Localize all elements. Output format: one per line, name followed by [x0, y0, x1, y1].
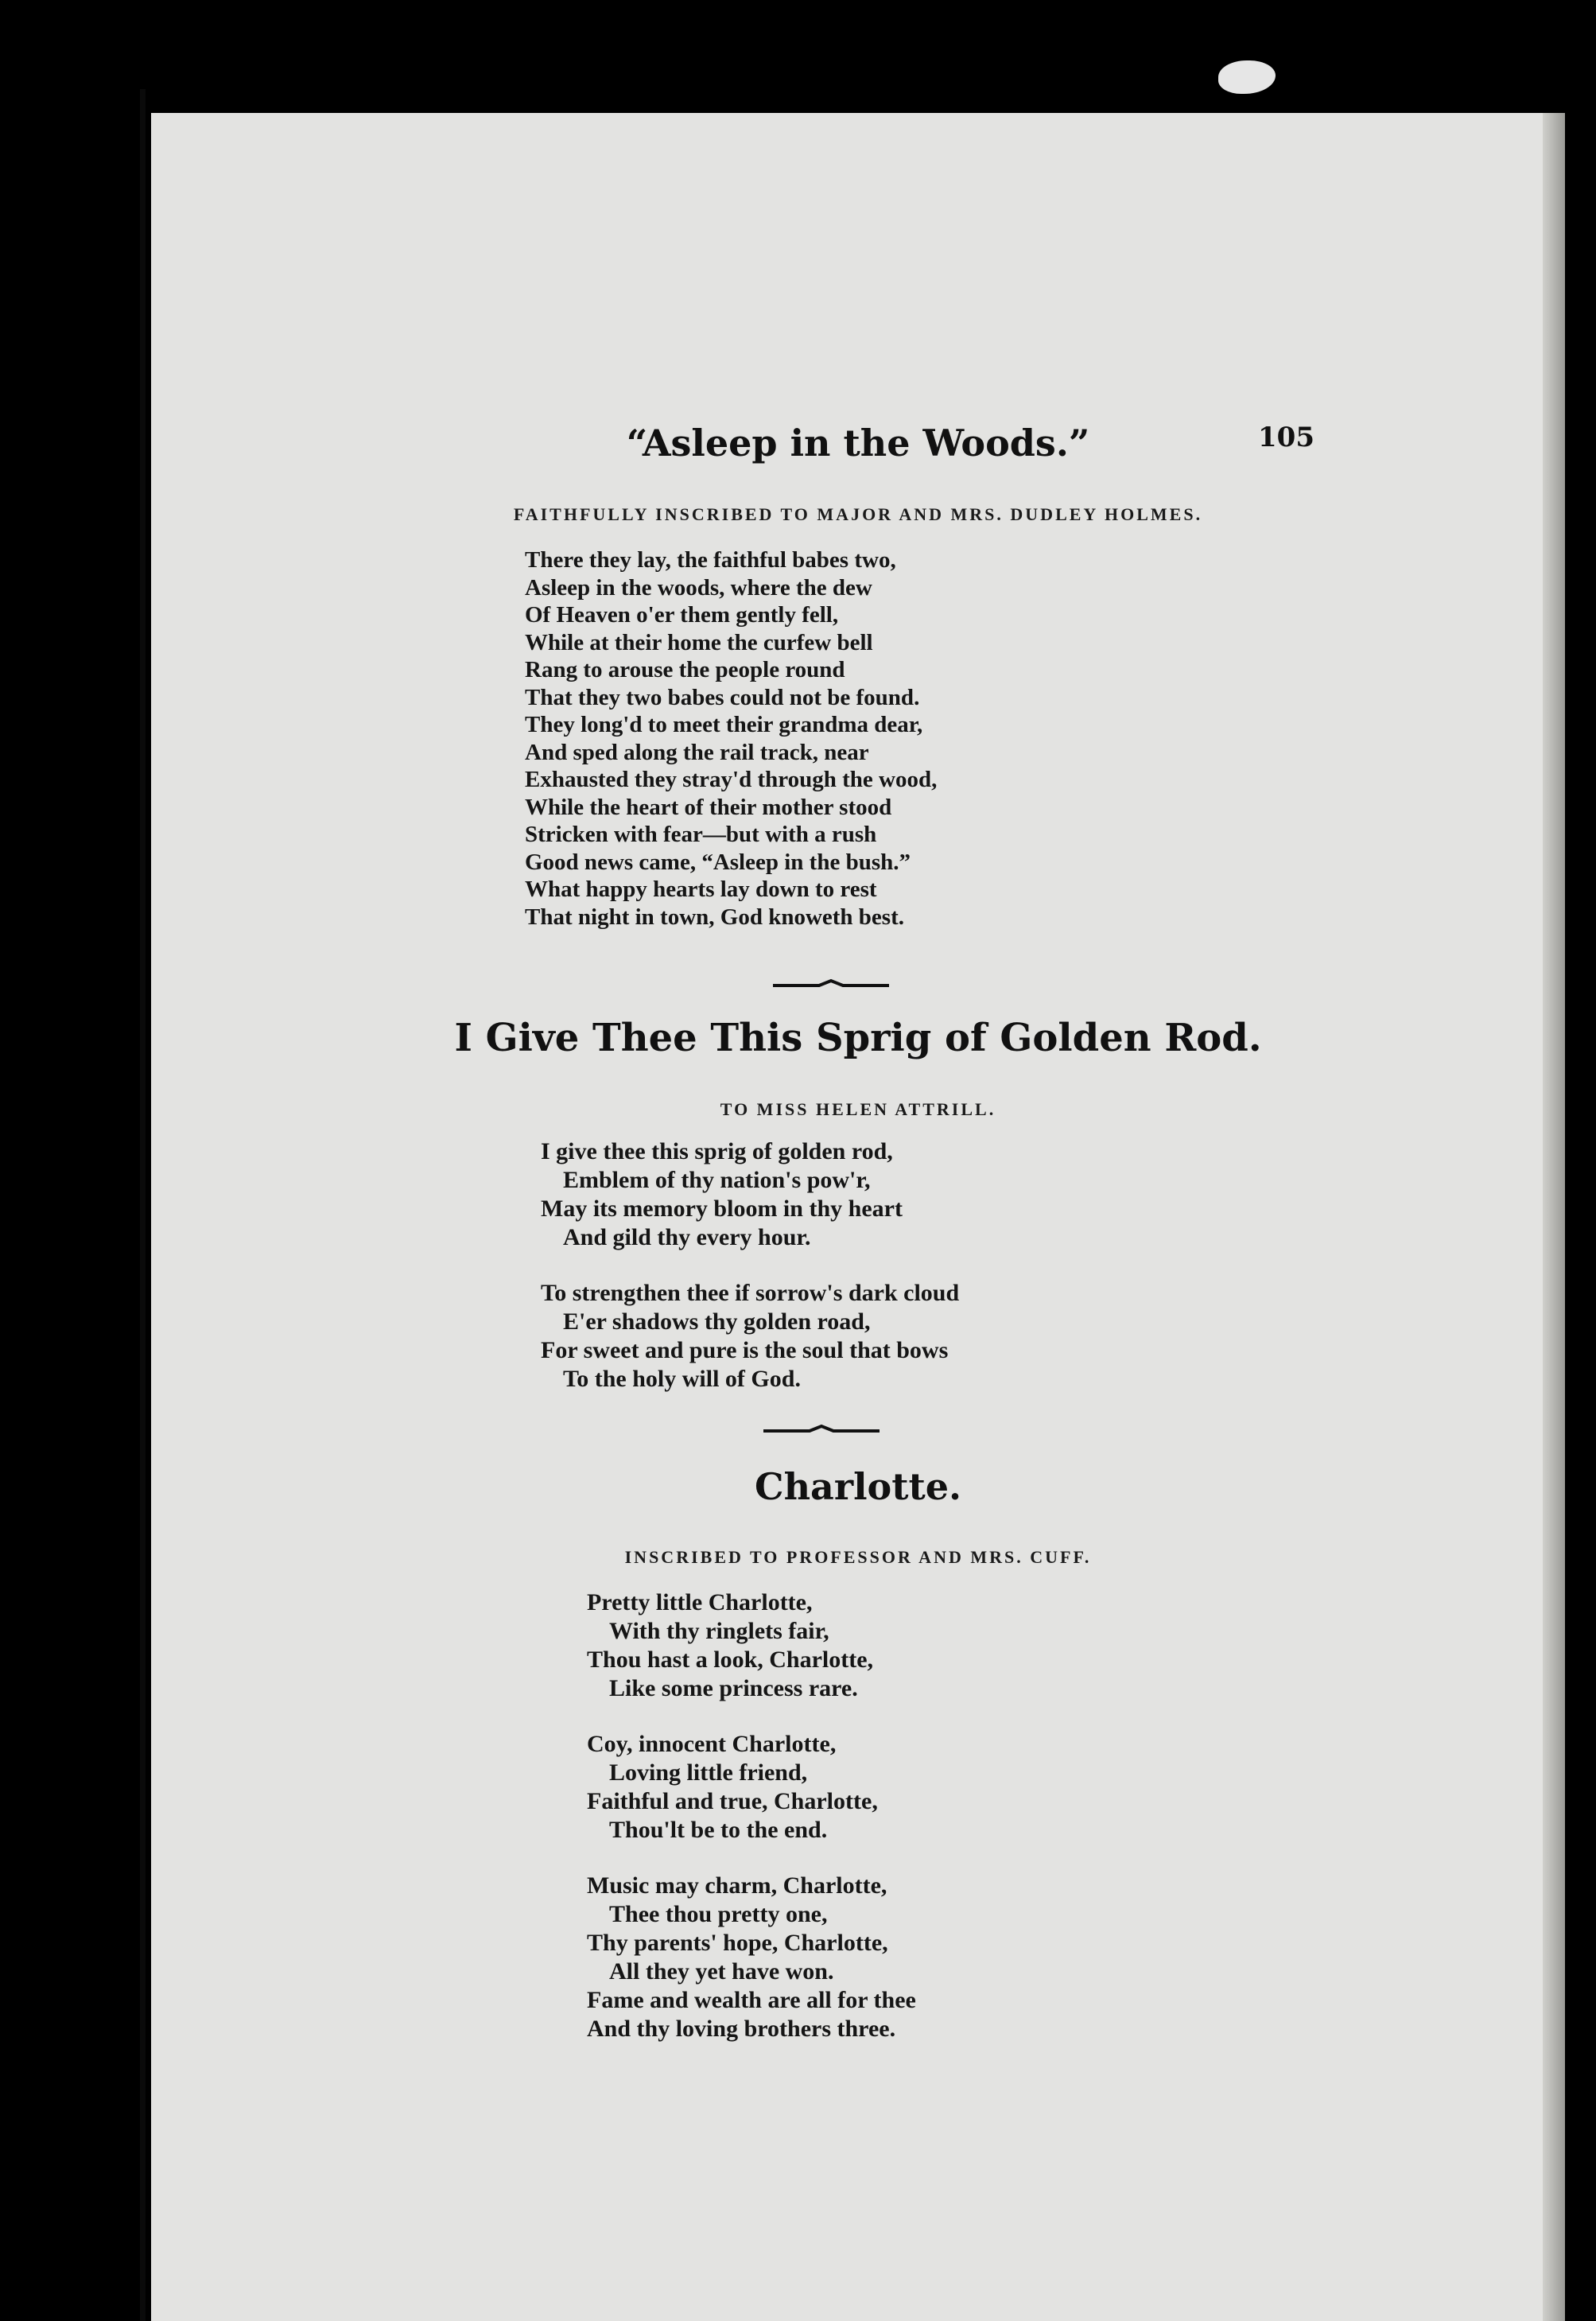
poem-line: All they yet have won.: [609, 1958, 834, 1985]
poem-title: “Asleep in the Woods.”: [626, 422, 1090, 465]
poem-line: There they lay, the faithful babes two,: [525, 547, 896, 573]
scan-blot: [1218, 60, 1276, 94]
poem-line: To strengthen thee if sorrow's dark cloud: [541, 1280, 960, 1306]
poem-line: Faithful and true, Charlotte,: [587, 1788, 878, 1814]
poem-line: For sweet and pure is the soul that bows: [541, 1337, 949, 1363]
poem-line: Thou'lt be to the end.: [609, 1817, 828, 1843]
book-page: [151, 113, 1565, 2321]
poem-line: What happy hearts lay down to rest: [525, 877, 877, 902]
poem-line: Thee thou pretty one,: [609, 1901, 828, 1927]
poem-line: Of Heaven o'er them gently fell,: [525, 602, 839, 628]
poem-line: E'er shadows thy golden road,: [563, 1308, 871, 1335]
poem-line: Rang to arouse the people round: [525, 657, 845, 682]
poem-line: Loving little friend,: [609, 1759, 808, 1786]
poem-line: Thy parents' hope, Charlotte,: [587, 1930, 888, 1956]
poem-line: While at their home the curfew bell: [525, 629, 873, 655]
poem-line: Stricken with fear—but with a rush: [525, 822, 877, 847]
poem-title: Charlotte.: [754, 1465, 962, 1508]
poem-line: That night in town, God knoweth best.: [525, 904, 904, 930]
poem-dedication: INSCRIBED TO PROFESSOR AND MRS. CUFF.: [624, 1547, 1092, 1567]
page-number: 105: [1258, 422, 1314, 453]
poem-dedication: FAITHFULLY INSCRIBED TO MAJOR AND MRS. DUDLEY HOLMES.: [513, 504, 1203, 524]
poem-line: I give thee this sprig of golden rod,: [541, 1138, 893, 1164]
poem-line: And gild thy every hour.: [563, 1224, 811, 1250]
poem-body: [525, 546, 937, 931]
section-divider: [771, 978, 891, 989]
poem-line: With thy ringlets fair,: [609, 1618, 829, 1644]
poem-line: Thou hast a look, Charlotte,: [587, 1646, 874, 1673]
poem-line: Exhausted they stray'd through the wood,: [525, 767, 938, 792]
poem-line: And thy loving brothers three.: [587, 2016, 896, 2042]
poem-line: Fame and wealth are all for thee: [587, 1987, 916, 2013]
poem-line: May its memory bloom in thy heart: [541, 1195, 903, 1222]
section-divider: [762, 1424, 881, 1435]
poem-line: They long'd to meet their grandma dear,: [525, 712, 923, 737]
poem-dedication: TO MISS HELEN ATTRILL.: [720, 1099, 996, 1119]
poem-body: [587, 1588, 916, 2043]
poem-line: That they two babes could not be found.: [525, 684, 920, 710]
poem-line: Pretty little Charlotte,: [587, 1589, 813, 1615]
poem-line: Coy, innocent Charlotte,: [587, 1731, 837, 1757]
poem-line: To the holy will of God.: [563, 1366, 801, 1392]
poem-line: Music may charm, Charlotte,: [587, 1872, 887, 1899]
poem-line: And sped along the rail track, near: [525, 739, 869, 765]
poem-line: While the heart of their mother stood: [525, 794, 892, 820]
poem-title: I Give Thee This Sprig of Golden Rod.: [454, 1016, 1262, 1060]
poem-line: Emblem of thy nation's pow'r,: [563, 1167, 871, 1193]
poem-line: Good news came, “Asleep in the bush.”: [525, 849, 911, 875]
poem-line: Like some princess rare.: [609, 1675, 858, 1701]
poem-body: [541, 1137, 959, 1394]
book-gutter-line: [140, 89, 146, 2321]
poem-line: Asleep in the woods, where the dew: [525, 574, 872, 601]
